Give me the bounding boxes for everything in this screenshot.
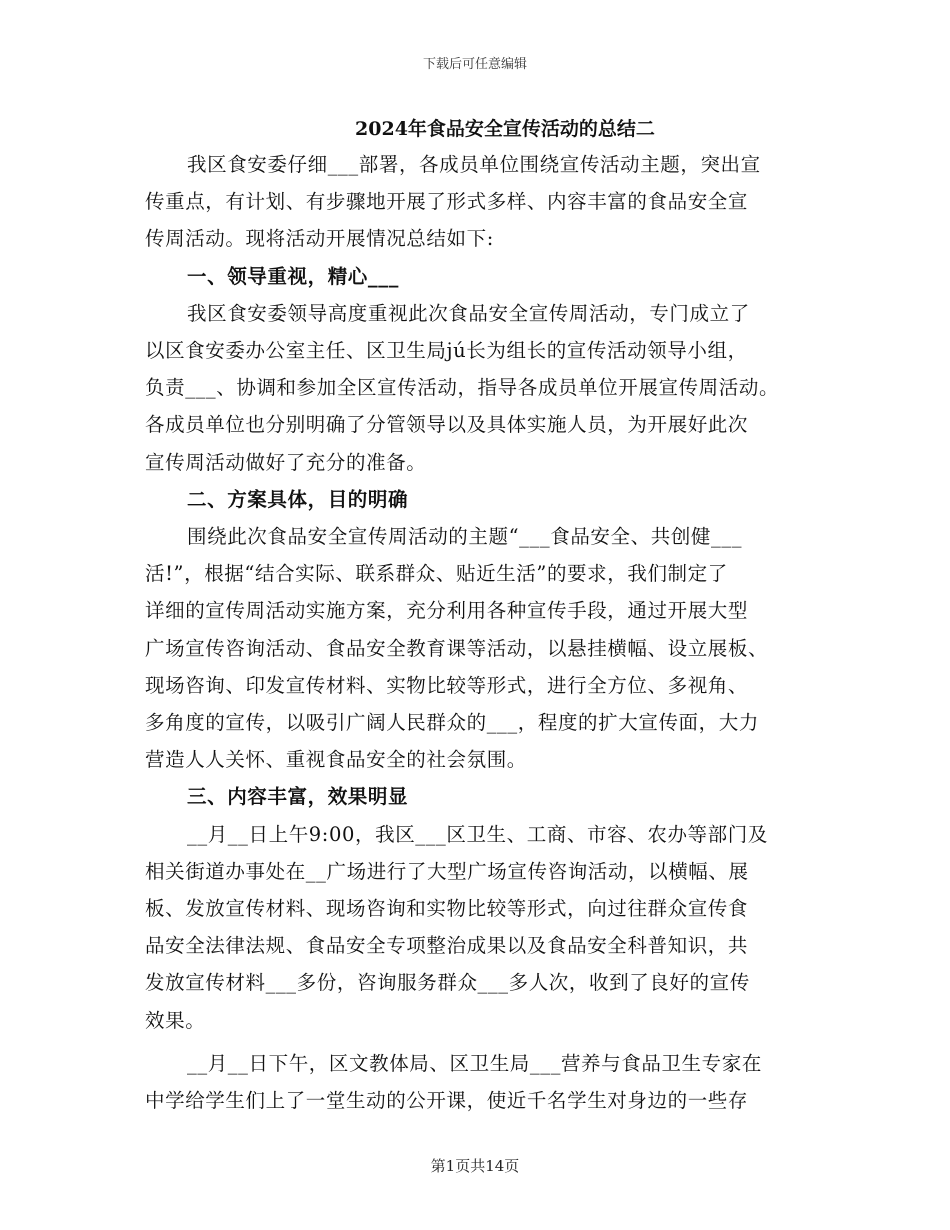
page-footer: 第1页共14页: [430, 1157, 520, 1175]
section-heading-2: 二、方案具体，目的明确: [187, 487, 409, 511]
text-line: 我区食安委仔细___部署，各成员单位围绕宣传活动主题，突出宣: [187, 153, 761, 176]
text-line: 效果。: [145, 1008, 206, 1032]
text-line: 活!”，根据“结合实际、联系群众、贴近生活”的要求，我们制定了: [145, 562, 728, 586]
text-line: 我区食安委领导高度重视此次食品安全宣传周活动，专门成立了: [187, 301, 750, 325]
text-line: 相关街道办事处在__广场进行了大型广场宣传咨询活动，以横幅、展: [145, 859, 749, 883]
section-1-paragraph: [145, 295, 825, 481]
text-line: 现场咨询、印发宣传材料、实物比较等形式，进行全方位、多视角、: [145, 673, 749, 697]
text-line: 发放宣传材料___多份，咨询服务群众___多人次，收到了良好的宣传: [145, 971, 750, 995]
text-line: 传重点，有计划、有步骤地开展了形式多样、内容丰富的食品安全宣: [145, 190, 749, 214]
text-line: 各成员单位也分别明确了分管领导以及具体实施人员，为开展好此次: [145, 413, 749, 437]
document-title: 2024年食品安全宣传活动的总结二: [355, 118, 655, 140]
text-line: 宣传周活动做好了充分的准备。: [145, 450, 427, 474]
section-heading-3: 三、内容丰富，效果明显: [187, 785, 409, 809]
text-line: 详细的宣传周活动实施方案，充分利用各种宣传手段，通过开展大型: [145, 599, 749, 623]
text-line: 围绕此次食品安全宣传周活动的主题“___食品安全、共创健___: [187, 525, 743, 549]
title-wrap: [145, 112, 825, 146]
text-line: 营造人人关怀、重视食品安全的社会氛围。: [145, 748, 527, 772]
text-line: 板、发放宣传材料、现场咨询和实物比较等形式，向过往群众宣传食: [145, 897, 749, 921]
text-line: 中学给学生们上了一堂生动的公开课，使近千名学生对身边的一些存: [145, 1089, 749, 1113]
text-line: 以区食安委办公室主任、区卫生局jú长为组长的宣传活动领导小组，: [145, 339, 748, 363]
section-3-paragraph-1: [145, 816, 825, 1039]
text-line: 负责___、协调和参加全区宣传活动，指导各成员单位开展宣传周活动。: [145, 376, 780, 400]
text-line: 传周活动。现将活动开展情况总结如下:: [145, 227, 494, 251]
section-2-paragraph: [145, 518, 825, 778]
text-line: 广场宣传咨询活动、食品安全教育课等活动，以悬挂横幅、设立展板、: [145, 636, 769, 660]
text-line: 多角度的宣传，以吸引广阔人民群众的___，程度的扩大宣传面，大力: [145, 711, 759, 735]
intro-paragraph: [145, 146, 825, 258]
section-3-paragraph-2: [145, 1045, 825, 1119]
text-line: __月__日下午，区文教体局、区卫生局___营养与食品卫生专家在: [187, 1051, 762, 1075]
section-heading-1: 一、领导重视，精心___: [187, 264, 399, 288]
text-line: __月__日上午9:00，我区___区卫生、工商、市容、农办等部门及: [187, 822, 768, 846]
document-body: [145, 112, 825, 1119]
header-note: 下载后可任意编辑: [422, 57, 527, 72]
text-line: 品安全法律法规、食品安全专项整治成果以及食品安全科普知识，共: [145, 934, 749, 958]
